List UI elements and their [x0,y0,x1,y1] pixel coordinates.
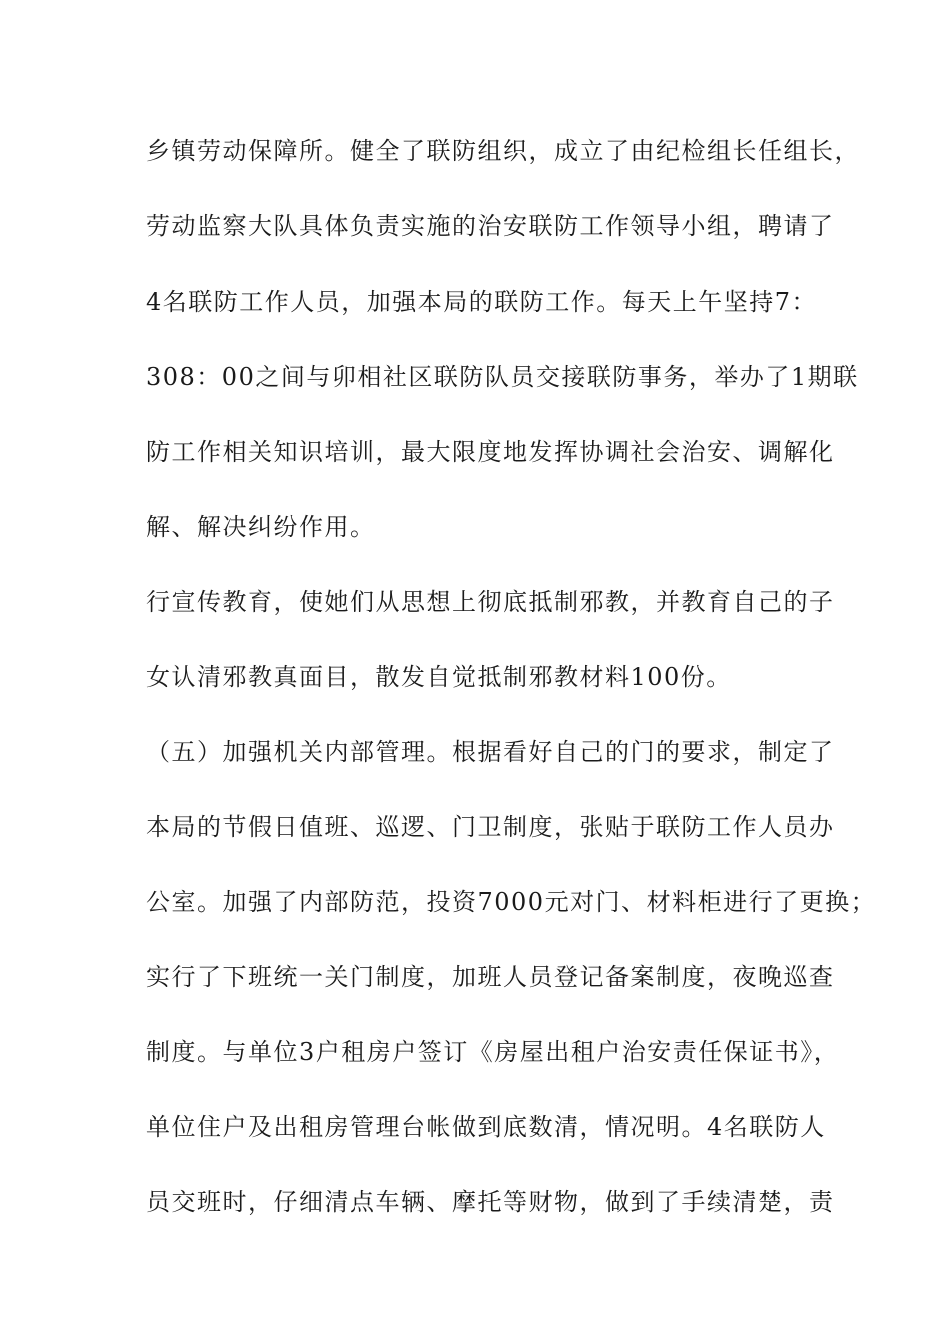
text-line: 女认清邪教真面目，散发自觉抵制邪教材料100份。 [146,663,732,691]
text-line: 解、解决纠纷作用。 [146,513,376,541]
text-line: 劳动监察大队具体负责实施的治安联防工作领导小组，聘请了 [146,212,835,240]
text-line: 4名联防工作人员，加强本局的联防工作。每天上午坚持7： [146,288,818,316]
text-line: 单位住户及出租房管理台帐做到底数清，情况明。4名联防人 [146,1113,826,1141]
text-line: 本局的节假日值班、巡逻、门卫制度，张贴于联防工作人员办 [146,813,835,841]
text-line: 行宣传教育，使她们从思想上彻底抵制邪教，并教育自己的子 [146,588,835,616]
text-line: 制度。与单位3户租房户签订《房屋出租户治安责任保证书》， [146,1038,840,1066]
text-line: 公室。加强了内部防范，投资7000元对门、材料柜进行了更换； [146,888,877,916]
text-line: 实行了下班统一关门制度，加班人员登记备案制度，夜晚巡查 [146,963,835,991]
text-line: 防工作相关知识培训，最大限度地发挥协调社会治安、调解化 [146,438,835,466]
text-line: 乡镇劳动保障所。健全了联防组织，成立了由纪检组长任组长， [146,137,860,165]
text-line: 员交班时，仔细清点车辆、摩托等财物，做到了手续清楚，责 [146,1188,835,1216]
text-line: （五）加强机关内部管理。根据看好自己的门的要求，制定了 [146,738,835,766]
text-line: 308：00之间与卯相社区联防队员交接联防事务，举办了1期联 [146,363,859,391]
